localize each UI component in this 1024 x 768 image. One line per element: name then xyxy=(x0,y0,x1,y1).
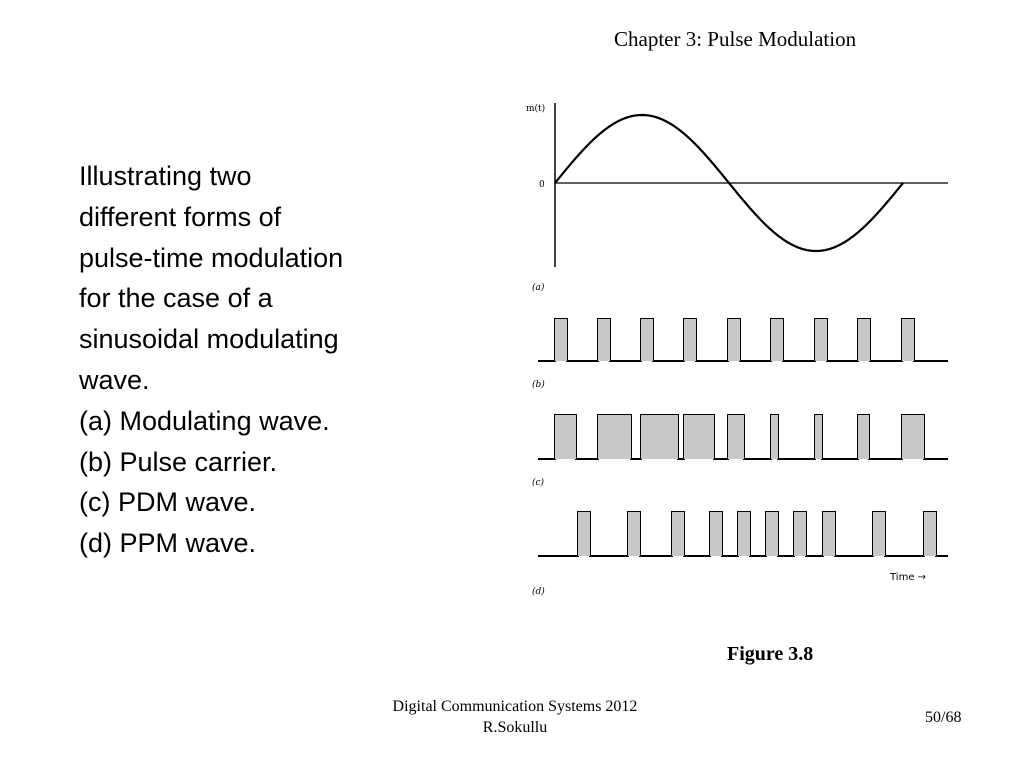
panel-a-modulating-wave xyxy=(526,103,948,293)
pulse-fill xyxy=(873,512,885,556)
description-line: different forms of xyxy=(79,201,282,232)
pulse-fill xyxy=(641,415,678,459)
pulse-fill xyxy=(684,415,714,459)
pulse-fill xyxy=(924,512,936,556)
panel-label-a: (a) xyxy=(532,283,545,293)
description-line: pulse-time modulation xyxy=(79,242,344,273)
description-line: for the case of a xyxy=(79,283,273,314)
pulse-fill xyxy=(684,319,696,361)
panel-b-pulse-carrier xyxy=(532,319,948,390)
pulse-fill xyxy=(766,512,778,556)
panel-c-pdm-wave xyxy=(532,415,948,488)
pulse-modulation-figure xyxy=(520,95,960,605)
y-axis-label: m(t) xyxy=(526,104,546,114)
figure-description xyxy=(79,156,439,564)
footer-credit xyxy=(340,696,690,738)
pulse-fill xyxy=(578,512,590,556)
chapter-header: Chapter 3: Pulse Modulation xyxy=(614,27,857,51)
figure-caption: Figure 3.8 xyxy=(727,643,814,665)
panel-label-d: (d) xyxy=(532,587,545,597)
panel-label-c: (c) xyxy=(532,478,545,488)
zero-label: 0 xyxy=(539,180,545,190)
pulse-fill xyxy=(641,319,653,361)
pulse-fill xyxy=(598,415,631,459)
panel-label-b: (b) xyxy=(532,380,545,390)
waveform-diagram xyxy=(520,95,960,605)
pulse-fill xyxy=(672,512,684,556)
pulse-fill xyxy=(902,415,924,459)
pulse-fill xyxy=(771,415,778,459)
pulse-fill xyxy=(815,415,822,459)
pulse-fill xyxy=(771,319,783,361)
panel-d-ppm-wave xyxy=(532,512,948,597)
footer-author: R.Sokullu xyxy=(482,719,548,736)
pulse-fill xyxy=(728,319,740,361)
page-number: 50/68 xyxy=(925,709,962,726)
pulse-fill xyxy=(628,512,640,556)
pulse-fill xyxy=(555,319,567,361)
pulse-fill xyxy=(555,415,576,459)
description-line: sinusoidal modulating xyxy=(79,324,339,355)
pulse-fill xyxy=(598,319,610,361)
pulse-fill xyxy=(728,415,744,459)
pulse-fill xyxy=(858,415,869,459)
pulse-fill xyxy=(710,512,722,556)
pulse-fill xyxy=(902,319,914,361)
pulse-fill xyxy=(823,512,835,556)
pulse-fill xyxy=(858,319,870,361)
pulse-fill xyxy=(815,319,827,361)
time-axis-label: Time → xyxy=(890,572,927,583)
description-line: (a) Modulating wave. xyxy=(79,405,330,436)
description-line: (c) PDM wave. xyxy=(79,487,257,518)
description-line: wave. xyxy=(79,364,150,395)
description-line: (d) PPM wave. xyxy=(79,528,257,559)
pulse-fill xyxy=(738,512,750,556)
description-line: (b) Pulse carrier. xyxy=(79,446,278,477)
footer-course: Digital Communication Systems 2012 xyxy=(392,698,638,715)
pulse-fill xyxy=(794,512,806,556)
description-line: Illustrating two xyxy=(79,161,252,191)
